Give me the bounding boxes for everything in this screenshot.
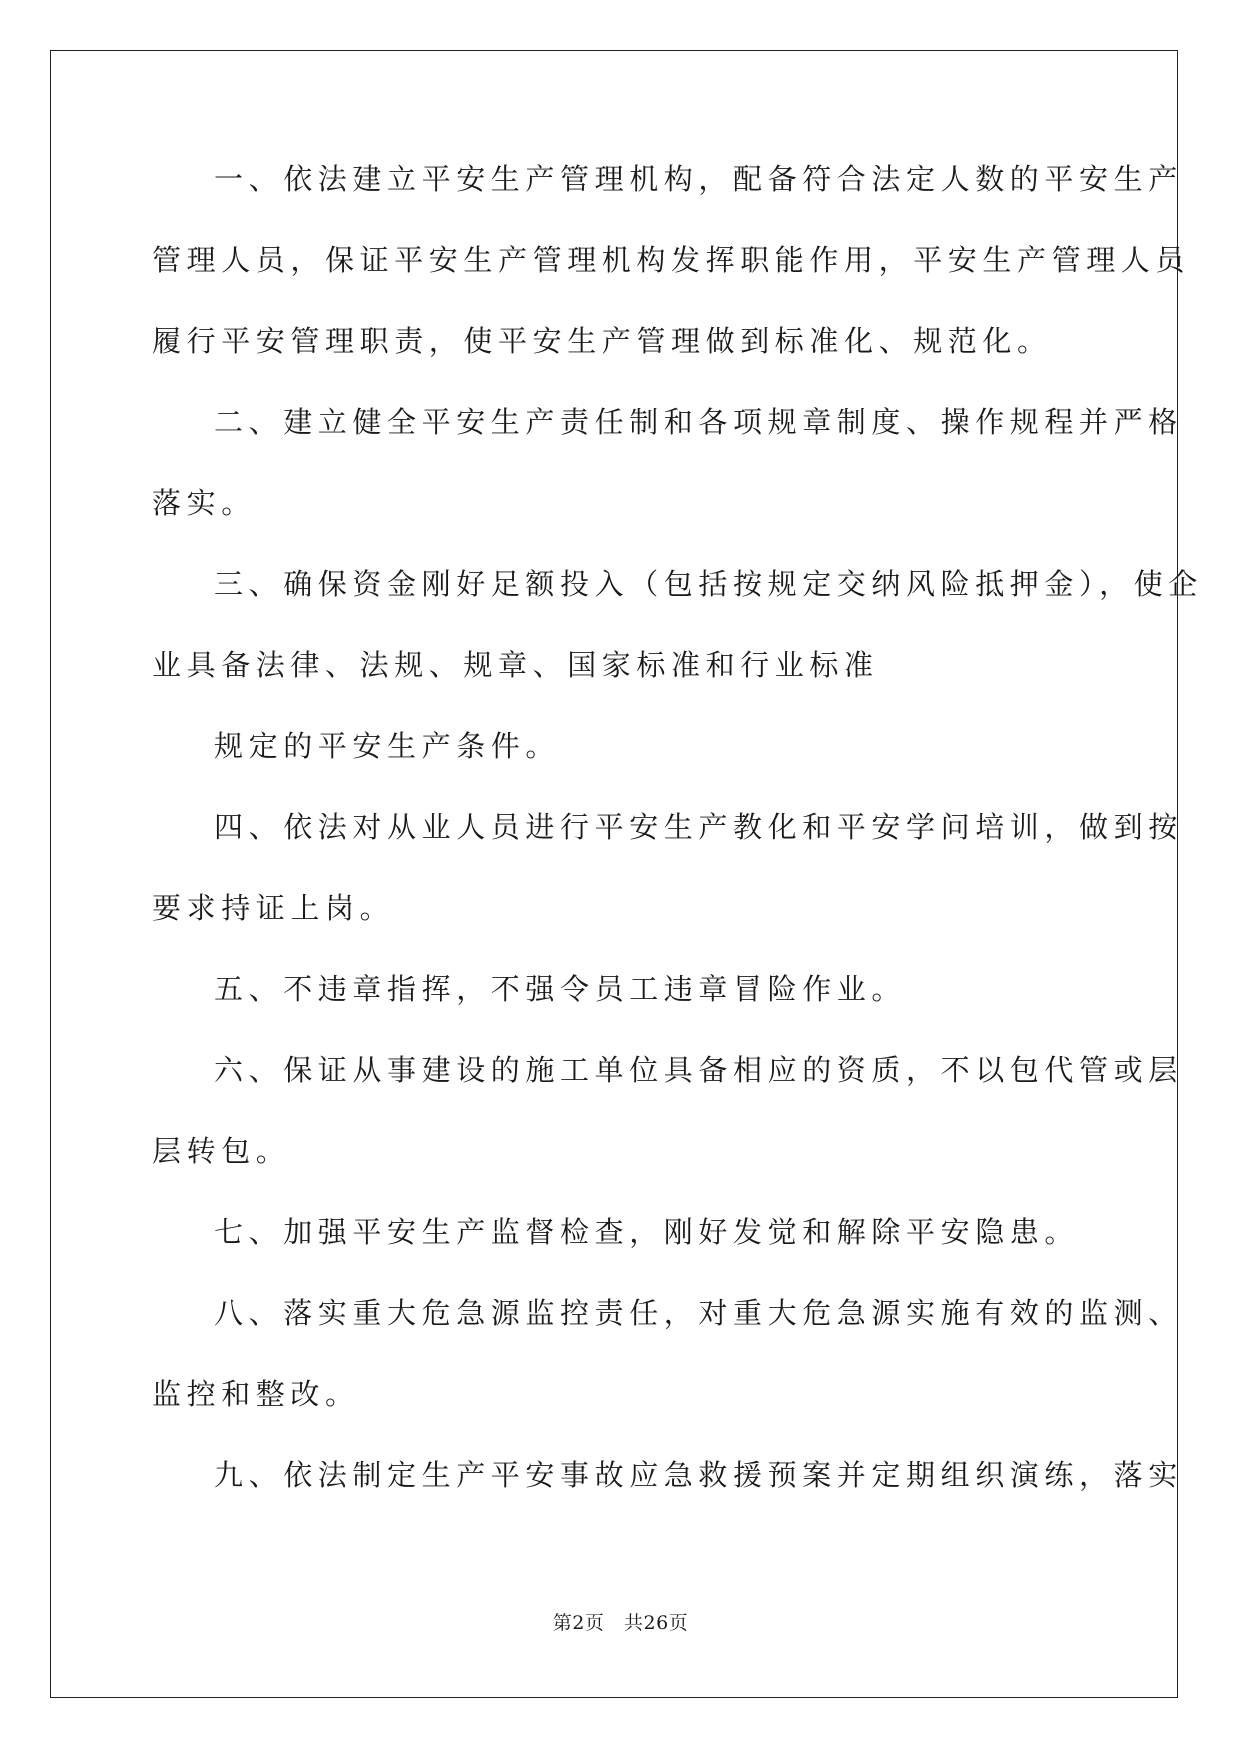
paragraph-line: 规定的平安生产条件。	[214, 729, 561, 763]
page-footer	[0, 1608, 1241, 1635]
paragraph-line: 要求持证上岗。	[152, 891, 395, 925]
paragraph-line: 业具备法律、法规、规章、国家标准和行业标准	[152, 648, 879, 682]
paragraph-line: 五、不违章指挥，不强令员工违章冒险作业。	[214, 972, 907, 1006]
page-number: 第2页	[552, 1612, 605, 1634]
paragraph-line: 四、依法对从业人员进行平安生产教化和平安学问培训，做到按	[214, 810, 1183, 844]
paragraph-line: 落实。	[152, 486, 256, 520]
paragraph-line: 八、落实重大危急源监控责任，对重大危急源实施有效的监测、	[214, 1296, 1183, 1330]
paragraph-line: 三、确保资金刚好足额投入（包括按规定交纳风险抵押金），使企	[214, 567, 1203, 601]
page-total: 共26页	[624, 1612, 689, 1634]
paragraph-line: 九、依法制定生产平安事故应急救援预案并定期组织演练，落实	[214, 1458, 1183, 1492]
document-body	[152, 158, 1203, 1535]
paragraph-line: 监控和整改。	[152, 1377, 360, 1411]
paragraph-line: 管理人员，保证平安生产管理机构发挥职能作用，平安生产管理人员	[152, 243, 1191, 277]
footer-spacer	[604, 1612, 624, 1634]
paragraph-line: 二、建立健全平安生产责任制和各项规章制度、操作规程并严格	[214, 405, 1183, 439]
paragraph-line: 六、保证从事建设的施工单位具备相应的资质，不以包代管或层	[214, 1053, 1183, 1087]
paragraph-line: 层转包。	[152, 1134, 291, 1168]
paragraph-line: 七、加强平安生产监督检查，刚好发觉和解除平安隐患。	[214, 1215, 1080, 1249]
paragraph-line: 一、依法建立平安生产管理机构，配备符合法定人数的平安生产	[214, 162, 1183, 196]
paragraph-line: 履行平安管理职责，使平安生产管理做到标准化、规范化。	[152, 324, 1052, 358]
